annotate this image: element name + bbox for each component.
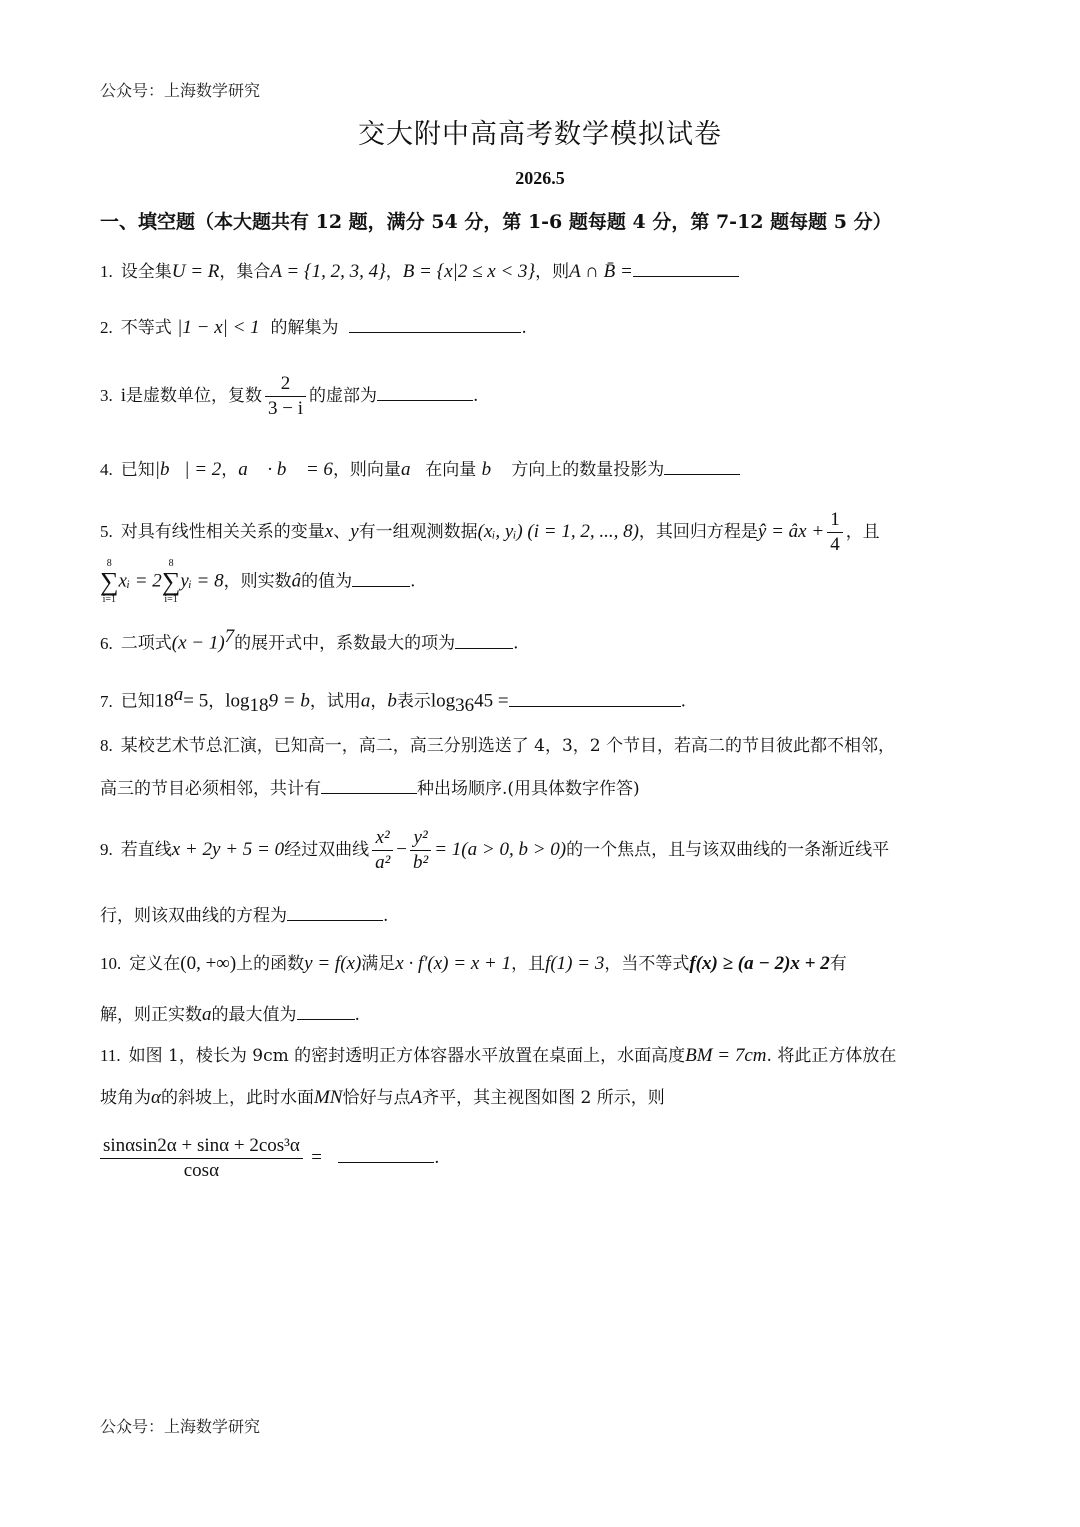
math: (0, +∞) [180, 953, 237, 974]
text: 表示 [396, 691, 431, 712]
text: 如图 1，棱长为 9cm 的密封透明正方体容器水平放置在桌面上，水面高度 [128, 1046, 686, 1066]
answer-blank[interactable] [455, 630, 513, 649]
question-number: 2. [100, 318, 113, 337]
sum-lower: i=1 [102, 594, 116, 605]
fraction-numerator: 1 [827, 508, 843, 533]
math: f(1) = 3 [545, 953, 605, 974]
fraction [265, 372, 306, 421]
text: 的最大值为 [211, 1005, 297, 1025]
question-number: 9. [100, 840, 113, 859]
answer-blank[interactable] [349, 314, 521, 333]
question-number: 7. [100, 691, 113, 711]
text: 齐平，其主视图如图 2 所示，则 [422, 1088, 665, 1108]
question-9 [100, 826, 985, 875]
fraction-numerator: 2 [265, 372, 306, 397]
question-10 [100, 951, 985, 977]
question-8 [100, 733, 985, 759]
footer-note: 公众号：上海数学研究 [100, 1417, 261, 1436]
text: ，集合 [219, 262, 271, 282]
text: 种出场顺序.(用具体数字作答) [417, 779, 640, 799]
question-9-line-2 [100, 902, 985, 929]
text: ，则向量 [332, 460, 401, 480]
text: ， [385, 262, 403, 282]
math: 45 = [474, 690, 509, 712]
text: 的虚部为 [309, 386, 378, 406]
text: 二项式 [120, 633, 172, 654]
text: 经过双曲线 [284, 840, 370, 860]
question-number: 8. [100, 736, 113, 755]
sum-lower: i=1 [164, 594, 178, 605]
text: ，且 [845, 522, 880, 542]
math: a [360, 690, 371, 712]
fraction-denominator: cosα [183, 1160, 220, 1181]
question-11-line-2 [100, 1085, 985, 1111]
exam-title: 交大附中高高考数学模拟试卷 [358, 119, 722, 150]
question-number: 10. [100, 954, 122, 973]
text: ，当不等式 [604, 954, 690, 974]
math: = [311, 1147, 322, 1168]
question-11 [100, 1043, 985, 1069]
math: yᵢ = 8 [180, 570, 224, 592]
math: x + 2y + 5 = 0 [171, 839, 285, 860]
text: . [680, 691, 686, 712]
math: â [291, 570, 302, 592]
header-note: 公众号：上海数学研究 [100, 81, 261, 100]
text: 定义在 [129, 954, 181, 974]
answer-blank[interactable] [352, 568, 410, 587]
question-number: 4. [100, 460, 113, 479]
text: . [383, 906, 389, 926]
answer-blank[interactable] [664, 456, 740, 475]
text: . [354, 1005, 360, 1025]
math: BM = 7cm [685, 1045, 767, 1066]
summation-symbol: 8 ∑ i=1 [100, 558, 119, 605]
fraction [372, 826, 393, 875]
math: b [387, 690, 397, 712]
text: ， [370, 691, 388, 712]
math: |b⃗| = 2 [154, 459, 222, 480]
text: 在向量 [425, 460, 477, 480]
sum-upper: 8 [106, 558, 112, 569]
math: 9 = b [268, 690, 310, 712]
text: 满足 [361, 954, 396, 974]
text: . [513, 633, 519, 654]
question-8-line-2 [100, 775, 985, 802]
subscript: 36 [455, 695, 475, 717]
question-5-line-2 [100, 558, 985, 606]
math: (x − 1) [171, 632, 225, 654]
answer-blank[interactable] [321, 775, 417, 794]
fraction [410, 826, 431, 875]
text: 不等式 [120, 318, 172, 338]
math: a [202, 1004, 212, 1025]
fraction-numerator: x² [372, 826, 393, 851]
exam-date: 2026.5 [515, 168, 565, 188]
answer-blank[interactable] [377, 382, 473, 401]
text: ，则 [535, 262, 570, 282]
math: x [324, 521, 334, 542]
math: − [396, 839, 408, 860]
math: A [410, 1087, 423, 1108]
question-3 [100, 372, 985, 421]
answer-blank[interactable] [297, 1001, 355, 1020]
answer-blank[interactable] [509, 688, 681, 707]
question-number: 5. [100, 522, 113, 541]
text: . [521, 318, 527, 338]
math: = 5 [183, 690, 209, 712]
text: 设全集 [120, 262, 172, 282]
text: . 将此正方体放在 [766, 1046, 897, 1066]
answer-blank[interactable] [287, 902, 383, 921]
fraction-denominator: 3 − i [268, 398, 304, 419]
question-number: 6. [100, 633, 113, 653]
text: ，其回归方程是 [638, 522, 758, 542]
text: 高三的节目必须相邻，共计有 [100, 779, 321, 799]
text: ， [221, 460, 239, 480]
math: = 1(a > 0, b > 0) [434, 839, 567, 860]
text: 坡角为 [100, 1088, 151, 1108]
text: 方向上的数量投影为 [511, 460, 665, 480]
question-number: 11. [100, 1046, 121, 1065]
math: xᵢ = 2 [118, 570, 162, 592]
question-6 [100, 624, 985, 657]
text: 的展开式中，系数最大的项为 [234, 633, 456, 654]
text: 已知 [120, 460, 155, 480]
text: 有一组观测数据 [358, 522, 478, 542]
text: 行，则该双曲线的方程为 [100, 906, 287, 926]
text: . [473, 386, 479, 406]
fraction [827, 508, 843, 557]
math: i [120, 385, 127, 406]
text: ， [208, 691, 226, 712]
text: 上的函数 [236, 954, 305, 974]
question-11-line-3 [100, 1134, 985, 1183]
question-1 [100, 258, 985, 285]
fraction-numerator: sinαsin2α + sinα + 2cos³α [100, 1134, 303, 1159]
fraction-numerator: y² [410, 826, 431, 851]
math: B = {x|2 ≤ x < 3} [402, 261, 536, 282]
text: ，且 [511, 954, 546, 974]
text: . [434, 1148, 440, 1168]
section-heading: 一、填空题（本大题共有 12 题，满分 54 分，第 1-6 题每题 4 分，第 7-12 题每题 5 分） [100, 211, 892, 233]
fraction-denominator: a² [375, 852, 391, 873]
math: b⃗ [481, 459, 506, 480]
text: 的斜坡上，此时水面 [160, 1088, 314, 1108]
math: A ∩ B̄ = [569, 261, 633, 282]
fraction [100, 1134, 303, 1183]
fraction-denominator: 4 [830, 534, 840, 555]
subscript: 18 [249, 695, 269, 717]
math: U = R [171, 261, 220, 282]
text: 某校艺术节总汇演，已知高一，高二，高三分别选送了 4，3，2 个节目，若高二的节目彼此都不相邻， [120, 736, 896, 756]
math: (xᵢ, yᵢ) (i = 1, 2, ..., 8) [477, 521, 639, 542]
text: 对具有线性相关关系的变量 [120, 522, 325, 542]
text: ，则实数 [223, 571, 292, 592]
question-number: 3. [100, 386, 113, 405]
math: log [430, 690, 456, 712]
question-number: 1. [100, 262, 113, 281]
fraction-denominator: b² [413, 852, 429, 873]
text: 有 [829, 954, 847, 974]
math: x · f′(x) = x + 1 [395, 953, 512, 974]
text: 的值为 [301, 571, 353, 592]
math: 18 [154, 690, 174, 712]
answer-blank[interactable] [633, 258, 739, 277]
math: a⃗ [400, 459, 426, 480]
exponent: 7 [224, 626, 235, 647]
text: ，试用 [309, 691, 361, 712]
text: 、 [333, 522, 351, 542]
text: 解，则正实数 [100, 1005, 202, 1025]
question-2 [100, 314, 985, 341]
sum-upper: 8 [168, 558, 174, 569]
text: 是虚数单位，复数 [126, 386, 263, 406]
text: 恰好与点 [342, 1088, 411, 1108]
exponent: a [173, 684, 184, 705]
math: f(x) ≥ (a − 2)x + 2 [689, 953, 830, 974]
question-4 [100, 456, 985, 483]
text: . [410, 571, 416, 592]
text: 若直线 [120, 840, 172, 860]
math: ŷ = âx + [757, 521, 825, 542]
text: 的一个焦点，且与该双曲线的一条渐近线平 [566, 840, 890, 860]
answer-blank[interactable] [338, 1144, 434, 1163]
math: log [225, 690, 250, 712]
text: 已知 [120, 691, 155, 712]
summation-symbol: 8 ∑ i=1 [161, 558, 181, 605]
math: a⃗ · b⃗ = 6 [238, 459, 333, 480]
question-7 [100, 682, 985, 719]
math: y [350, 521, 359, 542]
question-5 [100, 508, 985, 557]
math: A = {1, 2, 3, 4} [270, 261, 386, 282]
text: 的解集为 [270, 318, 339, 338]
question-10-line-2 [100, 1001, 985, 1028]
math: |1 − x| < 1 [177, 317, 260, 338]
math: MN [313, 1087, 343, 1108]
math: α [151, 1087, 161, 1108]
math: y = f(x) [304, 953, 362, 974]
